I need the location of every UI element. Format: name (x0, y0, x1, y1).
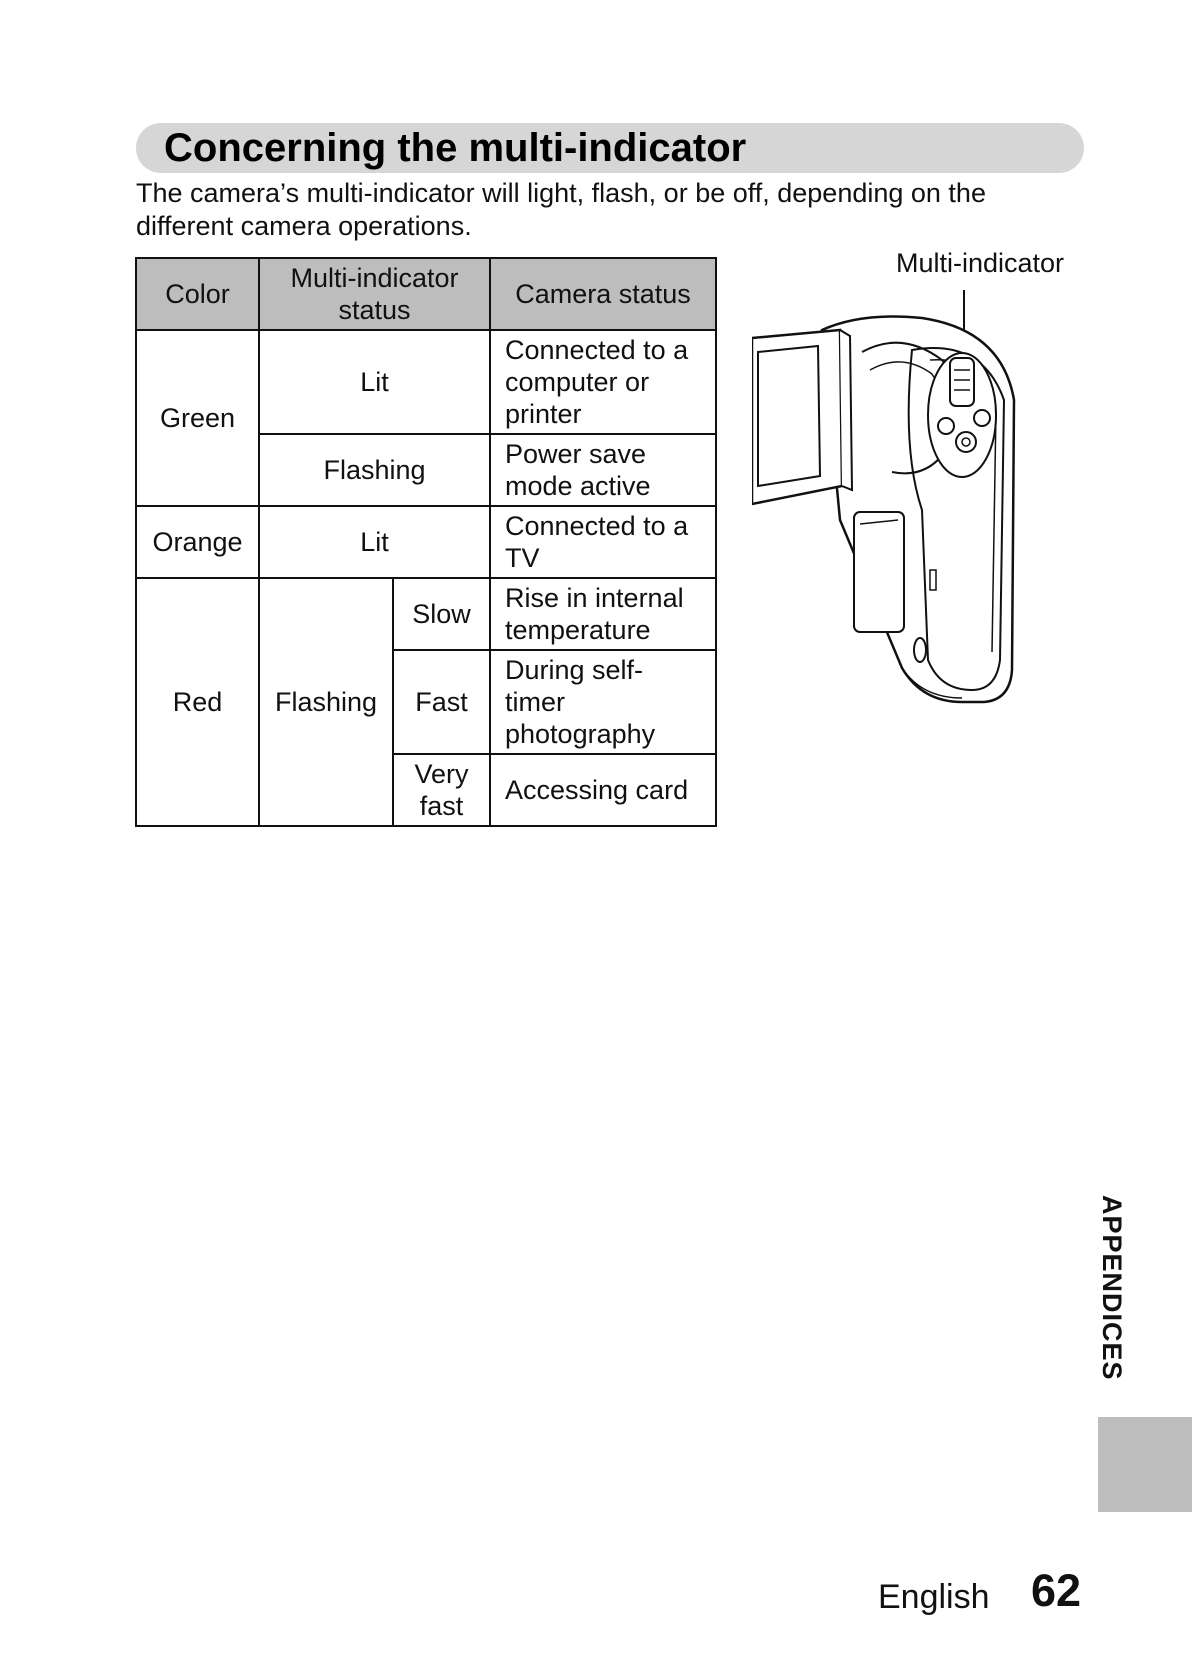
cell-speed-very-fast: Very fast (393, 754, 490, 826)
cell-speed-slow: Slow (393, 578, 490, 650)
header-indicator-status: Multi-indicator status (259, 258, 490, 330)
strap-hole-icon (914, 638, 926, 662)
cell-camera-status: Connected to a computer or printer (490, 330, 716, 434)
cell-indicator-flashing: Flashing (259, 578, 393, 826)
side-tab-block (1098, 1417, 1192, 1512)
cell-indicator-lit: Lit (259, 330, 490, 434)
cell-camera-status: During self-timer photography (490, 650, 716, 754)
photo-button-icon (974, 410, 990, 426)
table-header-row (136, 258, 716, 330)
cell-indicator-lit: Lit (259, 506, 490, 578)
intro-paragraph: The camera’s multi-indicator will light, flash, or be off, depending on the different camera operations. (136, 178, 986, 241)
record-button-icon (938, 418, 954, 434)
zoom-switch (950, 358, 974, 406)
multi-indicator-table (135, 257, 717, 827)
table-row (136, 330, 716, 434)
side-tab-label: APPENDICES (1097, 1195, 1127, 1381)
section-title: Concerning the multi-indicator (164, 126, 747, 170)
cell-camera-status: Accessing card (490, 754, 716, 826)
battery-door (854, 512, 904, 632)
cell-camera-status: Rise in internal temperature (490, 578, 716, 650)
cell-color-orange: Orange (136, 506, 259, 578)
page-number: 62 (1031, 1565, 1082, 1616)
table-row (136, 506, 716, 578)
table-row (136, 578, 716, 650)
cell-speed-fast: Fast (393, 650, 490, 754)
cell-color-red: Red (136, 578, 259, 826)
header-camera-status: Camera status (490, 258, 716, 330)
cell-indicator-flashing: Flashing (259, 434, 490, 506)
multi-indicator-label: Multi-indicator (896, 248, 1065, 278)
camera-illustration (752, 290, 1032, 760)
lcd-screen (758, 346, 820, 486)
header-color: Color (136, 258, 259, 330)
footer-language: English (878, 1578, 990, 1616)
cell-camera-status: Power save mode active (490, 434, 716, 506)
cell-color-green: Green (136, 330, 259, 506)
section-title-bar (136, 123, 1084, 173)
cell-camera-status: Connected to a TV (490, 506, 716, 578)
